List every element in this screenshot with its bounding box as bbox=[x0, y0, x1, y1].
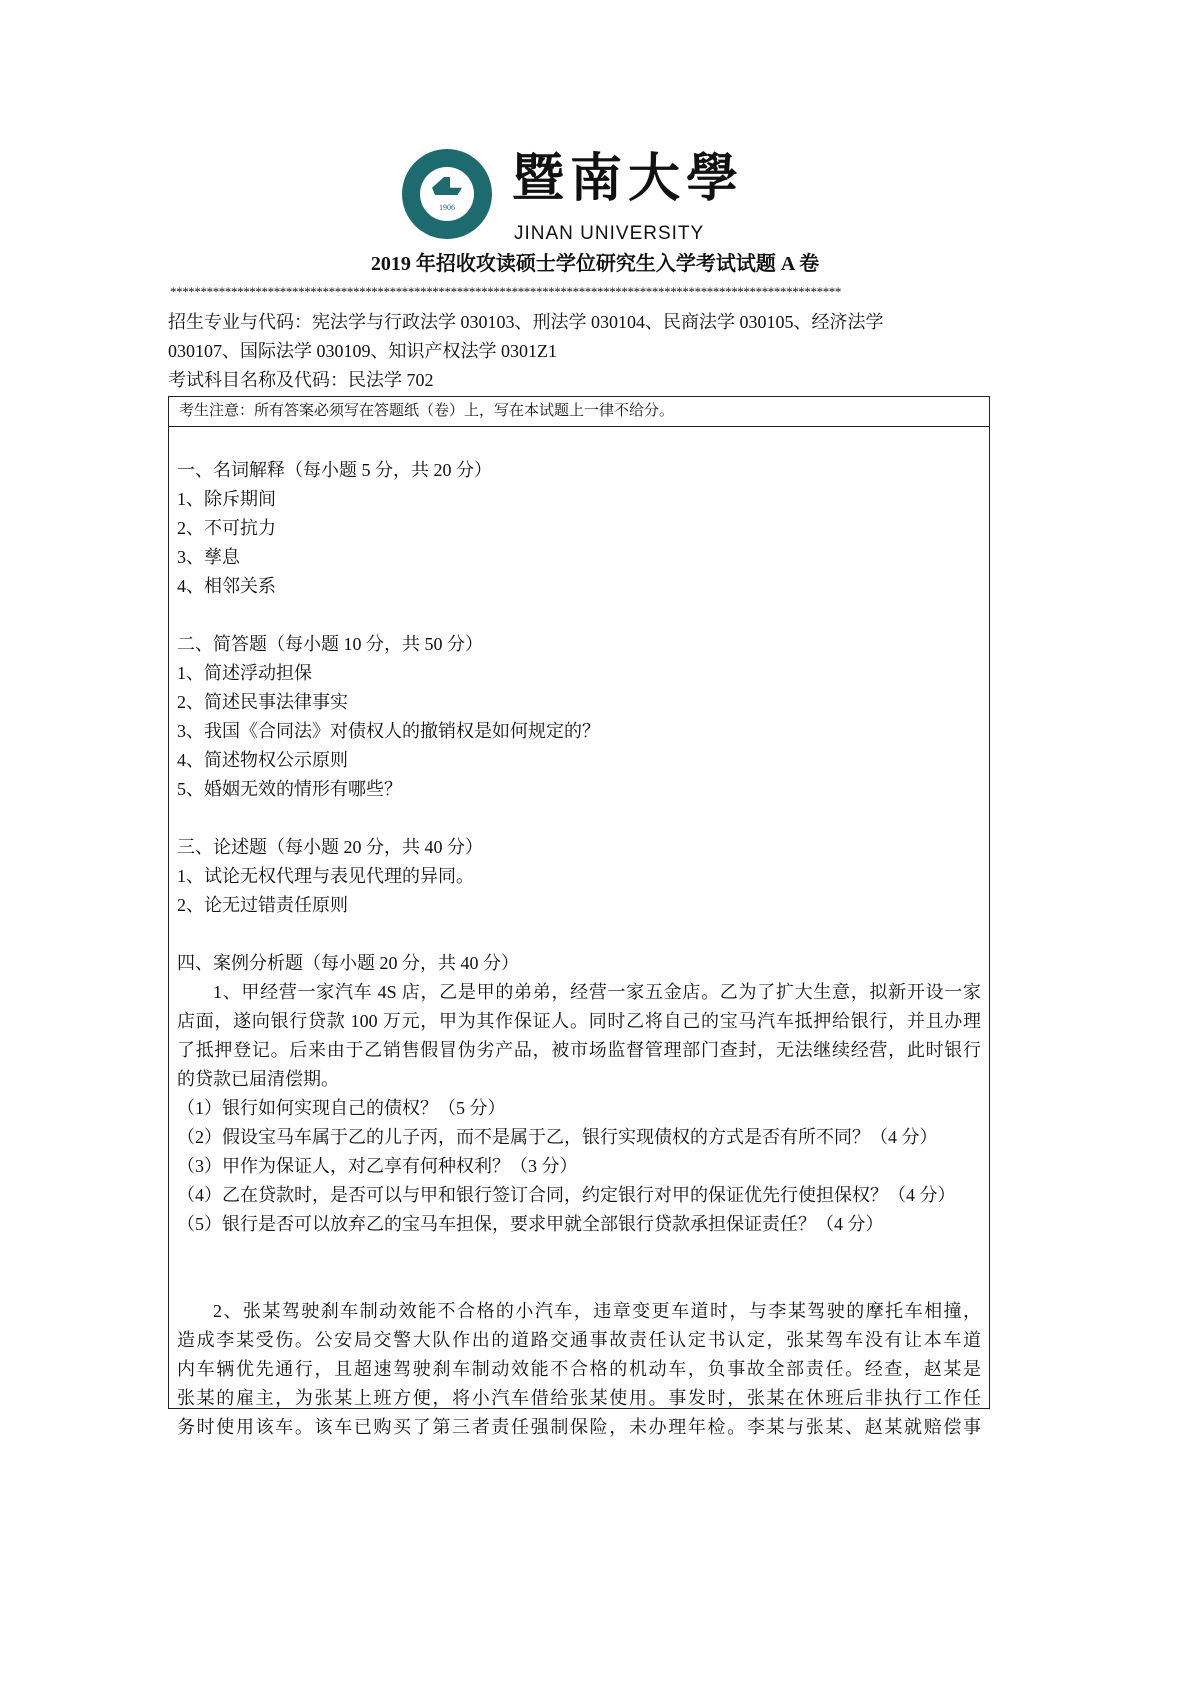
section-heading: 一、名词解释（每小题 5 分，共 20 分） bbox=[177, 460, 492, 480]
majors-line-1: 招生专业与代码：宪法学与行政法学 030103、刑法学 030104、民商法学 030105、经济法学 bbox=[168, 312, 884, 332]
section-heading: 四、案例分析题（每小题 20 分，共 40 分） bbox=[177, 953, 519, 973]
case2-line: 张某的雇主，为张某上班方便，将小汽车借给张某使用。事发时，张某在休班后非执行工作任 bbox=[177, 1388, 981, 1408]
case1-question: （2）假设宝马车属于乙的儿子丙，而不是属于乙，银行实现债权的方式是否有所不同？（4 分） bbox=[177, 1127, 938, 1147]
case2-line: 内车辆优先通行，且超速驾驶刹车制动效能不合格的机动车，负事故全部责任。经查，赵某是 bbox=[177, 1359, 981, 1379]
section-heading: 二、简答题（每小题 10 分，共 50 分） bbox=[177, 634, 483, 654]
university-name-en: JINAN UNIVERSITY bbox=[514, 223, 705, 244]
case2-line: 2、张某驾驶刹车制动效能不合格的小汽车，违章变更车道时，与李某驾驶的摩托车相撞， bbox=[213, 1301, 981, 1321]
question-box bbox=[168, 396, 990, 1437]
majors-line-2: 030107、国际法学 030109、知识产权法学 0301Z1 bbox=[168, 341, 557, 361]
university-seal-icon bbox=[402, 149, 492, 239]
case1-question: （3）甲作为保证人，对乙享有何种权利？（3 分） bbox=[177, 1156, 578, 1176]
case2-line: 造成李某受伤。公安局交警大队作出的道路交通事故责任认定书认定，张某驾车没有让本车道 bbox=[177, 1330, 981, 1350]
question-item: 4、简述物权公示原则 bbox=[177, 750, 348, 770]
question-item: 1、简述浮动担保 bbox=[177, 663, 312, 683]
university-name-cn: 暨南大學 bbox=[512, 148, 745, 209]
star-divider: ************************************************************************************************************** bbox=[170, 284, 842, 299]
exam-title: 2019 年招收攻读硕士学位研究生入学考试试题 A 卷 bbox=[370, 253, 820, 275]
question-item: 4、相邻关系 bbox=[177, 576, 276, 596]
question-item: 3、我国《合同法》对债权人的撤销权是如何规定的？ bbox=[177, 721, 600, 741]
exam-info bbox=[168, 308, 884, 395]
question-item: 2、不可抗力 bbox=[177, 518, 276, 538]
case1-question: （5）银行是否可以放弃乙的宝马车担保，要求甲就全部银行贷款承担保证责任？（4 分） bbox=[177, 1214, 884, 1234]
question-item: 2、论无过错责任原则 bbox=[177, 895, 348, 915]
case1-question: （4）乙在贷款时，是否可以与甲和银行签订合同，约定银行对甲的保证优先行使担保权？（4 分） bbox=[177, 1185, 956, 1205]
seal-year: 1906 bbox=[439, 203, 455, 212]
question-item: 1、试论无权代理与表见代理的异同。 bbox=[177, 866, 474, 886]
question-item: 2、简述民事法律事实 bbox=[177, 692, 348, 712]
subject-line: 考试科目名称及代码：民法学 702 bbox=[168, 370, 434, 390]
case1-line: 1、甲经营一家汽车 4S 店，乙是甲的弟弟，经营一家五金店。乙为了扩大生意，拟新开设一家 bbox=[213, 982, 981, 1002]
case1-line: 了抵押登记。后来由于乙销售假冒伪劣产品，被市场监督管理部门查封，无法继续经营，此时银行 bbox=[177, 1040, 981, 1060]
case1-line: 的贷款已届清偿期。 bbox=[177, 1069, 339, 1089]
questions-content bbox=[169, 427, 989, 1442]
question-item: 3、孳息 bbox=[177, 547, 240, 567]
question-item: 1、除斥期间 bbox=[177, 489, 276, 509]
case1-question: （1）银行如何实现自己的债权？（5 分） bbox=[177, 1098, 506, 1118]
question-item: 5、婚姻无效的情形有哪些？ bbox=[177, 779, 402, 799]
notice: 考生注意：所有答案必须写在答题纸（卷）上，写在本试题上一律不给分。 bbox=[169, 397, 989, 427]
university-logo bbox=[400, 145, 745, 245]
section-heading: 三、论述题（每小题 20 分，共 40 分） bbox=[177, 837, 483, 857]
case1-line: 店面，遂向银行贷款 100 万元，甲为其作保证人。同时乙将自己的宝马汽车抵押给银行，并且办理 bbox=[177, 1011, 981, 1031]
case2-line: 务时使用该车。该车已购买了第三者责任强制保险，未办理年检。李某与张某、赵某就赔偿事 bbox=[177, 1417, 981, 1437]
